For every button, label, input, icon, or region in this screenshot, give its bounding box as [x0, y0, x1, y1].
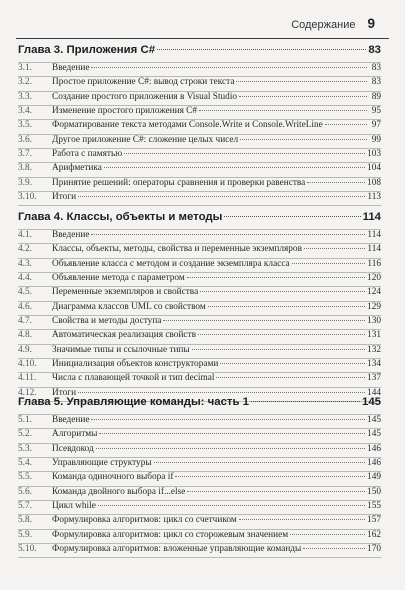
toc-entry[interactable]: [18, 514, 381, 528]
leader-dots: [175, 476, 365, 477]
section-title: Команда одиночного выбора if: [52, 472, 174, 483]
toc-entry[interactable]: [18, 76, 381, 90]
section-page-number: 170: [367, 544, 381, 555]
section-title: Автоматическая реализация свойств: [52, 330, 197, 341]
section-title: Формулировка алгоритмов: цикл со сторожевым значением: [52, 529, 289, 540]
section-page-number: 89: [371, 91, 381, 102]
toc-chapter: [18, 44, 381, 206]
section-number: 3.4.: [18, 106, 32, 117]
section-page-number: 113: [367, 192, 381, 203]
toc-entry[interactable]: [18, 414, 381, 428]
section-number: 3.9.: [18, 177, 32, 188]
leader-dots: [163, 320, 365, 321]
leader-dots: [78, 392, 365, 393]
leader-dots: [304, 248, 365, 249]
section-page-number: 134: [367, 359, 381, 370]
section-title: Работа с памятью: [52, 149, 123, 160]
leader-dots: [200, 291, 365, 292]
toc-entry[interactable]: [18, 457, 381, 471]
page-number: 9: [367, 16, 375, 31]
leader-dots: [240, 139, 367, 140]
toc-entry[interactable]: [18, 229, 381, 243]
toc-entry[interactable]: [18, 529, 381, 543]
chapter-heading[interactable]: [18, 44, 381, 62]
toc-entry[interactable]: [18, 119, 381, 133]
toc-entry[interactable]: [18, 148, 381, 162]
toc-entry[interactable]: [18, 272, 381, 286]
leader-dots: [154, 462, 365, 463]
section-number: 5.5.: [18, 472, 32, 483]
section-number: 4.5.: [18, 287, 32, 298]
leader-dots: [208, 306, 365, 307]
leader-dots: [239, 96, 367, 97]
section-page-number: 83: [371, 63, 381, 73]
section-number: 4.10.: [18, 359, 37, 370]
leader-dots: [198, 334, 365, 335]
toc-entry[interactable]: [18, 500, 381, 514]
running-head: [291, 16, 375, 31]
section-number: 3.1.: [18, 63, 32, 73]
running-head-title: Содержание: [291, 19, 356, 31]
section-number: 4.8.: [18, 330, 32, 341]
toc-entry[interactable]: [18, 301, 381, 315]
section-number: 4.9.: [18, 344, 32, 355]
toc-entry[interactable]: [18, 162, 381, 176]
section-title: Введение: [52, 63, 90, 73]
section-title: Диаграмма классов UML со свойством: [52, 301, 206, 312]
chapter-title: Глава 4. Классы, объекты и методы: [18, 211, 223, 223]
section-number: 3.8.: [18, 163, 32, 174]
toc-entry[interactable]: [18, 177, 381, 191]
section-number: 4.2.: [18, 244, 32, 255]
section-title: Команда двойного выбора if...else: [52, 486, 186, 497]
leader-dots: [325, 124, 367, 125]
toc-chapter: [18, 211, 381, 402]
leader-dots: [96, 448, 365, 449]
toc-entry[interactable]: [18, 91, 381, 105]
section-number: 5.6.: [18, 486, 32, 497]
toc-entry[interactable]: [18, 315, 381, 329]
section-page-number: 95: [371, 106, 381, 117]
section-title: Цикл while: [52, 501, 96, 512]
leader-dots: [91, 419, 365, 420]
section-title: Другое приложение C#: сложение целых чисел: [52, 134, 239, 145]
leader-dots: [251, 401, 360, 402]
section-number: 5.8.: [18, 515, 32, 526]
section-number: 4.6.: [18, 301, 32, 312]
section-page-number: 116: [367, 258, 381, 269]
toc-entry[interactable]: [18, 344, 381, 358]
section-number: 4.12.: [18, 387, 37, 398]
leader-dots: [290, 534, 365, 535]
section-number: 3.2.: [18, 77, 32, 88]
section-page-number: 145: [367, 415, 381, 425]
leader-dots: [124, 153, 365, 154]
toc-entry[interactable]: [18, 258, 381, 272]
chapter-title: Глава 5. Управляющие команды: часть 1: [18, 396, 250, 408]
section-title: Переменные экземпляров и свойства: [52, 287, 199, 298]
section-page-number: 145: [367, 429, 381, 440]
section-number: 4.1.: [18, 230, 32, 240]
section-title: Свойства и методы доступа: [52, 316, 162, 327]
section-number: 5.1.: [18, 415, 32, 425]
section-title: Изменение простого приложения C#: [52, 106, 198, 117]
toc-entry[interactable]: [18, 443, 381, 457]
section-number: 3.3.: [18, 91, 32, 102]
section-page-number: 146: [367, 443, 381, 454]
section-page-number: 162: [367, 529, 381, 540]
toc-entry[interactable]: [18, 486, 381, 500]
toc-entry[interactable]: [18, 543, 381, 558]
chapter-page-number: 145: [361, 396, 381, 408]
section-title: Формулировка алгоритмов: цикл со счетчиком: [52, 515, 237, 526]
section-page-number: 130: [367, 316, 381, 327]
section-title: Инициализация объектов конструкторами: [52, 359, 219, 370]
leader-dots: [104, 167, 365, 168]
section-title: Итоги: [52, 387, 77, 398]
chapter-heading[interactable]: [18, 211, 381, 229]
section-page-number: 146: [367, 458, 381, 469]
section-number: 5.9.: [18, 529, 32, 540]
leader-dots: [236, 81, 367, 82]
section-page-number: 114: [367, 230, 381, 240]
section-title: Введение: [52, 230, 90, 240]
section-page-number: 131: [367, 330, 381, 341]
leader-dots: [199, 110, 367, 111]
chapter-page-number: 114: [362, 211, 381, 223]
leader-dots: [91, 234, 365, 235]
section-number: 5.4.: [18, 458, 32, 469]
section-title: Объявление класса с методом и создание экземпляра класса: [52, 258, 290, 269]
toc-entry[interactable]: [18, 358, 381, 372]
section-page-number: 155: [367, 501, 381, 512]
section-page-number: 108: [367, 177, 381, 188]
section-page-number: 120: [367, 273, 381, 284]
leader-dots: [220, 363, 365, 364]
section-title: Алгоритмы: [52, 429, 98, 440]
toc-chapter: [18, 396, 381, 558]
section-title: Значимые типы и ссылочные типы: [52, 344, 190, 355]
section-title: Итоги: [52, 192, 77, 203]
leader-dots: [91, 67, 367, 68]
leader-dots: [303, 548, 365, 549]
section-page-number: 83: [371, 77, 381, 88]
section-title: Введение: [52, 415, 90, 425]
section-number: 5.2.: [18, 429, 32, 440]
section-title: Форматирование текста методами Console.Write и Console.WriteLine: [52, 120, 323, 131]
toc-entry[interactable]: [18, 191, 381, 206]
toc-entry[interactable]: [18, 329, 381, 343]
chapter-heading[interactable]: [18, 396, 381, 414]
toc-entry[interactable]: [18, 286, 381, 300]
section-number: 4.3.: [18, 258, 32, 269]
section-number: 3.5.: [18, 120, 32, 131]
section-title: Арифметика: [52, 163, 102, 174]
section-title: Создание простого приложения в Visual Studio: [52, 91, 238, 102]
leader-dots: [157, 49, 366, 50]
toc-entry[interactable]: [18, 428, 381, 442]
section-page-number: 157: [367, 515, 381, 526]
toc-entry[interactable]: [18, 243, 381, 257]
section-number: 3.7.: [18, 149, 32, 160]
section-page-number: 104: [367, 163, 381, 174]
section-number: 5.10.: [18, 544, 37, 555]
toc-entry[interactable]: [18, 134, 381, 148]
section-title: Простое приложение C#: вывод строки текста: [52, 77, 235, 88]
section-title: Классы, объекты, методы, свойства и переменные экземпляров: [52, 244, 302, 255]
section-page-number: 97: [371, 120, 381, 131]
section-page-number: 150: [367, 486, 381, 497]
section-title: Принятие решений: операторы сравнения и проверки равенства: [52, 177, 306, 188]
chapter-title: Глава 3. Приложения C#: [18, 44, 156, 56]
section-title: Управляющие структуры: [52, 458, 152, 469]
leader-dots: [239, 519, 365, 520]
section-page-number: 124: [367, 287, 381, 298]
section-page-number: 144: [367, 387, 381, 398]
section-page-number: 149: [367, 472, 381, 483]
section-title: Формулировка алгоритмов: вложенные управляющие команды: [52, 544, 302, 555]
section-number: 4.11.: [18, 373, 37, 384]
section-number: 5.3.: [18, 443, 32, 454]
toc-entry[interactable]: [18, 471, 381, 485]
top-rule: [16, 38, 389, 39]
toc-entry[interactable]: [18, 62, 381, 76]
leader-dots: [78, 196, 365, 197]
section-number: 4.7.: [18, 316, 32, 327]
chapter-page-number: 83: [368, 44, 381, 56]
leader-dots: [307, 182, 365, 183]
section-number: 3.10.: [18, 192, 37, 203]
section-number: 5.7.: [18, 501, 32, 512]
leader-dots: [192, 349, 365, 350]
leader-dots: [187, 277, 365, 278]
leader-dots: [187, 491, 365, 492]
leader-dots: [99, 433, 365, 434]
section-page-number: 114: [367, 244, 381, 255]
section-number: 4.4.: [18, 273, 32, 284]
section-page-number: 137: [367, 373, 381, 384]
section-page-number: 103: [367, 149, 381, 160]
section-title: Псевдокод: [52, 443, 94, 454]
section-page-number: 129: [367, 301, 381, 312]
section-number: 3.6.: [18, 134, 32, 145]
leader-dots: [216, 377, 365, 378]
leader-dots: [292, 263, 366, 264]
section-title: Объявление метода с параметром: [52, 273, 185, 284]
leader-dots: [224, 216, 360, 217]
toc-entry[interactable]: [18, 372, 381, 386]
section-page-number: 99: [371, 134, 381, 145]
section-title: Числа с плавающей точкой и тип decimal: [52, 373, 215, 384]
leader-dots: [98, 505, 365, 506]
section-page-number: 132: [367, 344, 381, 355]
toc-entry[interactable]: [18, 105, 381, 119]
